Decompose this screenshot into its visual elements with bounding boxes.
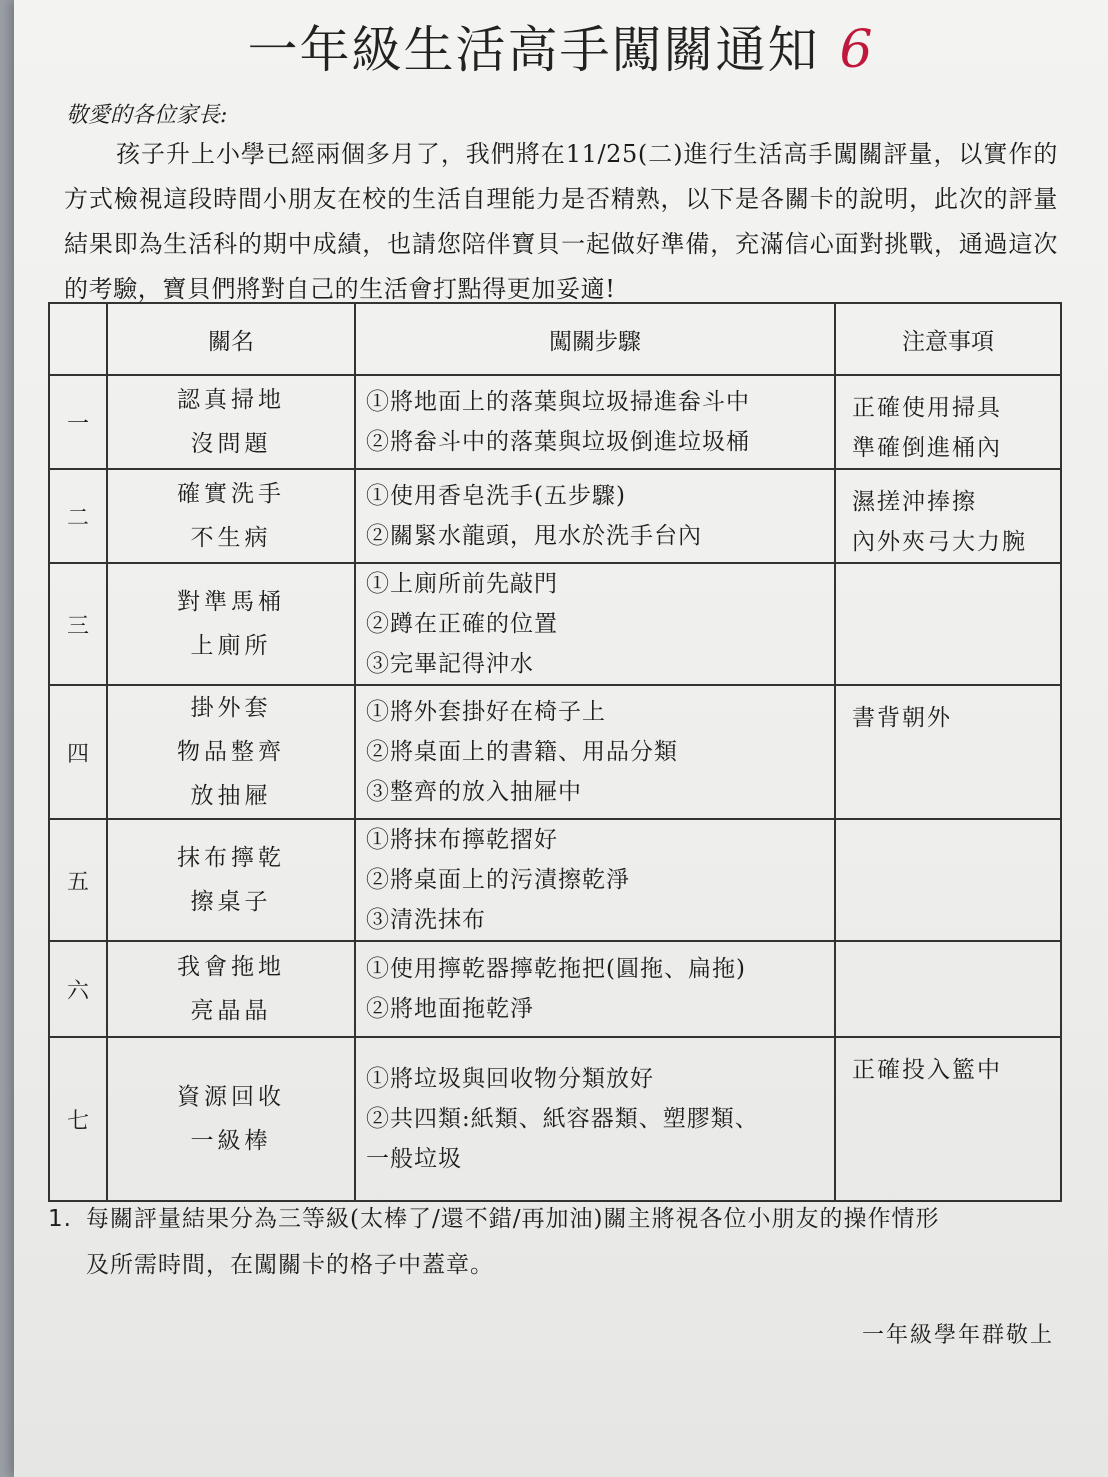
footnote xyxy=(48,1196,1078,1288)
note-line: 內外夾弓大力腕 xyxy=(852,529,1027,555)
table-row xyxy=(49,469,1061,563)
table-row xyxy=(49,563,1061,685)
step-line: ②將桌面上的污漬擦乾淨 xyxy=(366,867,630,893)
level-name-line: 抹布擰乾 xyxy=(177,845,285,871)
step-line: ①將地面上的落葉與垃圾掃進畚斗中 xyxy=(366,389,750,415)
level-notes xyxy=(835,941,1061,1037)
level-name-line: 不生病 xyxy=(190,525,272,551)
note-line: 濕搓沖捧擦 xyxy=(852,489,977,515)
table-row xyxy=(49,819,1061,941)
note-line: 準確倒進桶內 xyxy=(852,435,1002,461)
step-line: ①將外套掛好在椅子上 xyxy=(366,699,606,725)
level-name-line: 確實洗手 xyxy=(177,481,285,507)
greeting: 敬愛的各位家長: xyxy=(66,103,228,128)
level-steps xyxy=(355,469,835,563)
level-name-line: 擦桌子 xyxy=(190,889,272,915)
level-notes xyxy=(835,685,1061,819)
level-number: 四 xyxy=(49,685,107,819)
level-name-line: 對準馬桶 xyxy=(177,589,285,615)
signature: 一年級學年群敬上 xyxy=(861,1323,1054,1348)
step-line: ②將桌面上的書籍、用品分類 xyxy=(366,739,678,765)
level-name-line: 上廁所 xyxy=(190,633,272,659)
step-line: ①使用香皂洗手(五步驟) xyxy=(366,483,626,509)
step-line: ②將畚斗中的落葉與垃圾倒進垃圾桶 xyxy=(366,429,750,455)
step-line: 一般垃圾 xyxy=(366,1146,462,1172)
header-blank xyxy=(49,303,107,375)
level-name-line: 沒問題 xyxy=(190,431,272,457)
level-steps xyxy=(355,563,835,685)
level-name xyxy=(107,469,355,563)
step-line: ③完畢記得沖水 xyxy=(366,651,534,677)
step-line: ②關緊水龍頭，甩水於洗手台內 xyxy=(366,523,702,549)
step-line: ②共四類:紙類、紙容器類、塑膠類、 xyxy=(366,1106,759,1132)
table-row xyxy=(49,1037,1061,1201)
levels-table xyxy=(48,302,1062,1202)
level-notes xyxy=(835,469,1061,563)
handwritten-number: 6 xyxy=(839,20,875,80)
level-number: 三 xyxy=(49,563,107,685)
note-line: 正確投入籃中 xyxy=(852,1057,1002,1083)
level-name xyxy=(107,375,355,469)
table-row xyxy=(49,375,1061,469)
level-number: 七 xyxy=(49,1037,107,1201)
step-line: ①使用擰乾器擰乾拖把(圓拖、扁拖) xyxy=(366,956,746,982)
level-name xyxy=(107,1037,355,1201)
title-text: 一年級生活高手闖關通知 xyxy=(247,21,820,79)
table-body xyxy=(49,375,1061,1201)
level-notes xyxy=(835,563,1061,685)
level-notes xyxy=(835,1037,1061,1201)
footnote-number: 1. xyxy=(48,1206,72,1232)
note-line: 正確使用掃具 xyxy=(852,395,1002,421)
level-name-line: 一級棒 xyxy=(190,1128,272,1154)
level-number: 六 xyxy=(49,941,107,1037)
note-line: 書背朝外 xyxy=(852,705,952,731)
step-line: ③整齊的放入抽屜中 xyxy=(366,779,582,805)
intro-paragraph: 孩子升上小學已經兩個多月了，我們將在11/25(二)進行生活高手闖關評量，以實作的方式檢視這段時間小朋友在校的生活自理能力是否精熟，以下是各關卡的說明，此次的評量結果即為生活科的期中成績，也請您陪伴寶貝一起做好準備，充滿信心面對挑戰，通過這次的考驗，寶貝們將對自己的生活會打點得更加妥適! xyxy=(64,140,1058,303)
footnote-line1: 每關評量結果分為三等級(太棒了/還不錯/再加油)關主將視各位小朋友的操作情形 xyxy=(86,1206,940,1232)
table-row xyxy=(49,685,1061,819)
level-name xyxy=(107,819,355,941)
level-name-line: 亮晶晶 xyxy=(190,998,272,1024)
level-name xyxy=(107,563,355,685)
header-notes: 注意事項 xyxy=(835,303,1061,375)
level-name-line: 資源回收 xyxy=(177,1084,285,1110)
level-steps xyxy=(355,819,835,941)
level-name xyxy=(107,685,355,819)
footnote-line2: 及所需時間，在闖關卡的格子中蓋章。 xyxy=(86,1252,494,1278)
level-name-line: 認真掃地 xyxy=(177,387,285,413)
notice-paper xyxy=(14,0,1108,1477)
level-steps xyxy=(355,1037,835,1201)
table-header-row xyxy=(49,303,1061,375)
notice-title xyxy=(14,10,1108,82)
step-line: ③清洗抹布 xyxy=(366,907,486,933)
step-line: ②將地面拖乾淨 xyxy=(366,996,534,1022)
step-line: ①將抹布擰乾摺好 xyxy=(366,827,558,853)
level-number: 一 xyxy=(49,375,107,469)
level-notes xyxy=(835,819,1061,941)
step-line: ②蹲在正確的位置 xyxy=(366,611,558,637)
step-line: ①上廁所前先敲門 xyxy=(366,571,558,597)
level-name-line: 掛外套 xyxy=(190,695,272,721)
level-name-line: 物品整齊 xyxy=(177,739,285,765)
level-steps xyxy=(355,375,835,469)
step-line: ①將垃圾與回收物分類放好 xyxy=(366,1066,654,1092)
level-number: 五 xyxy=(49,819,107,941)
level-name-line: 我會拖地 xyxy=(177,954,285,980)
header-steps: 闖關步驟 xyxy=(355,303,835,375)
level-name xyxy=(107,941,355,1037)
table-row xyxy=(49,941,1061,1037)
level-name-line: 放抽屜 xyxy=(190,783,272,809)
header-name: 關名 xyxy=(107,303,355,375)
level-steps xyxy=(355,685,835,819)
level-notes xyxy=(835,375,1061,469)
level-steps xyxy=(355,941,835,1037)
level-number: 二 xyxy=(49,469,107,563)
